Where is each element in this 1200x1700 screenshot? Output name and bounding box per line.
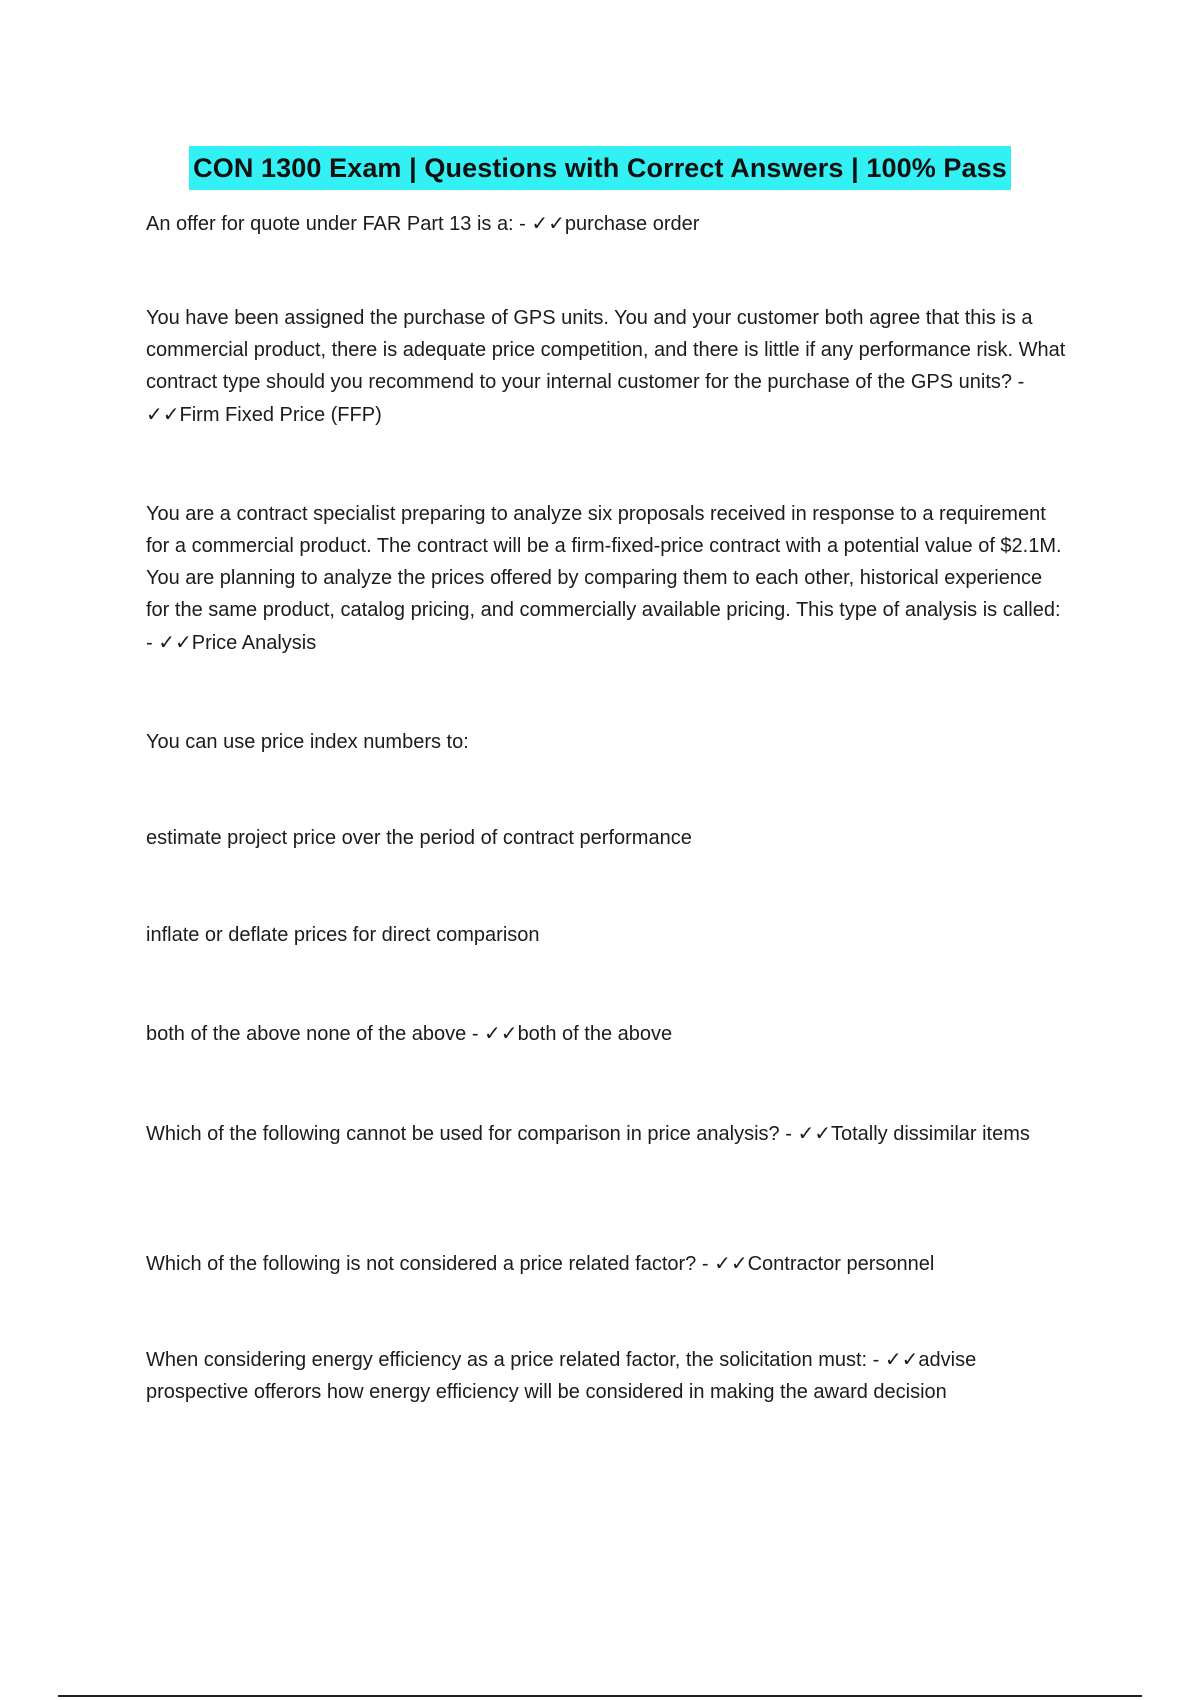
check-mark-icon: ✓✓: [531, 211, 565, 235]
footer-divider: [58, 1695, 1142, 1697]
answer-text: Contractor personnel: [747, 1253, 935, 1275]
document-title: CON 1300 Exam | Questions with Correct Answers | 100% Pass: [189, 146, 1011, 190]
question-text: An offer for quote under FAR Part 13 is a: -: [146, 213, 532, 235]
body-text: estimate project price over the period of contract performance: [146, 827, 692, 849]
answer-text: Firm Fixed Price (FFP): [179, 404, 382, 426]
answer-text: Price Analysis: [191, 632, 317, 654]
check-mark-icon: ✓✓: [484, 1021, 518, 1045]
question-text: When considering energy efficiency as a price related factor, the solicitation must: -: [146, 1349, 885, 1371]
text-paragraph-5: [146, 822, 1066, 854]
question-text: You are a contract specialist preparing to analyze six proposals received in response to a requirement for a commercial product. The contract will be a firm-fixed-price contract with a potential value of $2.1M. You are planning to analyze the prices offered by comparing them to each other, historical experience for the same product, catalog pricing, and commercially available pricing. This type of analysis is called: -: [146, 503, 1062, 654]
check-mark-icon: ✓✓: [797, 1121, 831, 1145]
qa-paragraph-1: [146, 207, 1066, 240]
qa-paragraph-10: [146, 1343, 1066, 1408]
check-mark-icon: ✓✓: [146, 402, 180, 426]
answer-text: purchase order: [564, 213, 700, 235]
question-text: both of the above none of the above -: [146, 1023, 485, 1045]
qa-paragraph-3: [146, 498, 1066, 659]
answer-text: Totally dissimilar items: [830, 1123, 1030, 1145]
check-mark-icon: ✓✓: [884, 1347, 919, 1371]
answer-text: advise prospective offerors how energy efficiency will be considered in making the award decision: [146, 1349, 977, 1403]
check-mark-icon: ✓✓: [714, 1251, 748, 1275]
question-text: Which of the following is not considered a price related factor? -: [146, 1253, 715, 1275]
body-text: inflate or deflate prices for direct comparison: [146, 924, 540, 946]
text-paragraph-6: [146, 919, 1066, 951]
qa-paragraph-7: [146, 1017, 1066, 1050]
question-text: Which of the following cannot be used for comparison in price analysis? -: [146, 1123, 798, 1145]
answer-text: both of the above: [517, 1023, 673, 1045]
qa-paragraph-9: [146, 1247, 1066, 1280]
check-mark-icon: ✓✓: [158, 630, 192, 654]
title-container: [0, 146, 1200, 190]
qa-paragraph-2: [146, 302, 1066, 431]
body-text: You can use price index numbers to:: [146, 731, 469, 753]
qa-paragraph-8: [146, 1117, 1066, 1150]
question-text: You have been assigned the purchase of GPS units. You and your customer both agree that this is a commercial product, there is adequate price competition, and there is little if any performance risk. What contract type should you recommend to your internal customer for the purchase of the GPS units? -: [146, 307, 1066, 393]
text-paragraph-4: [146, 726, 1066, 758]
